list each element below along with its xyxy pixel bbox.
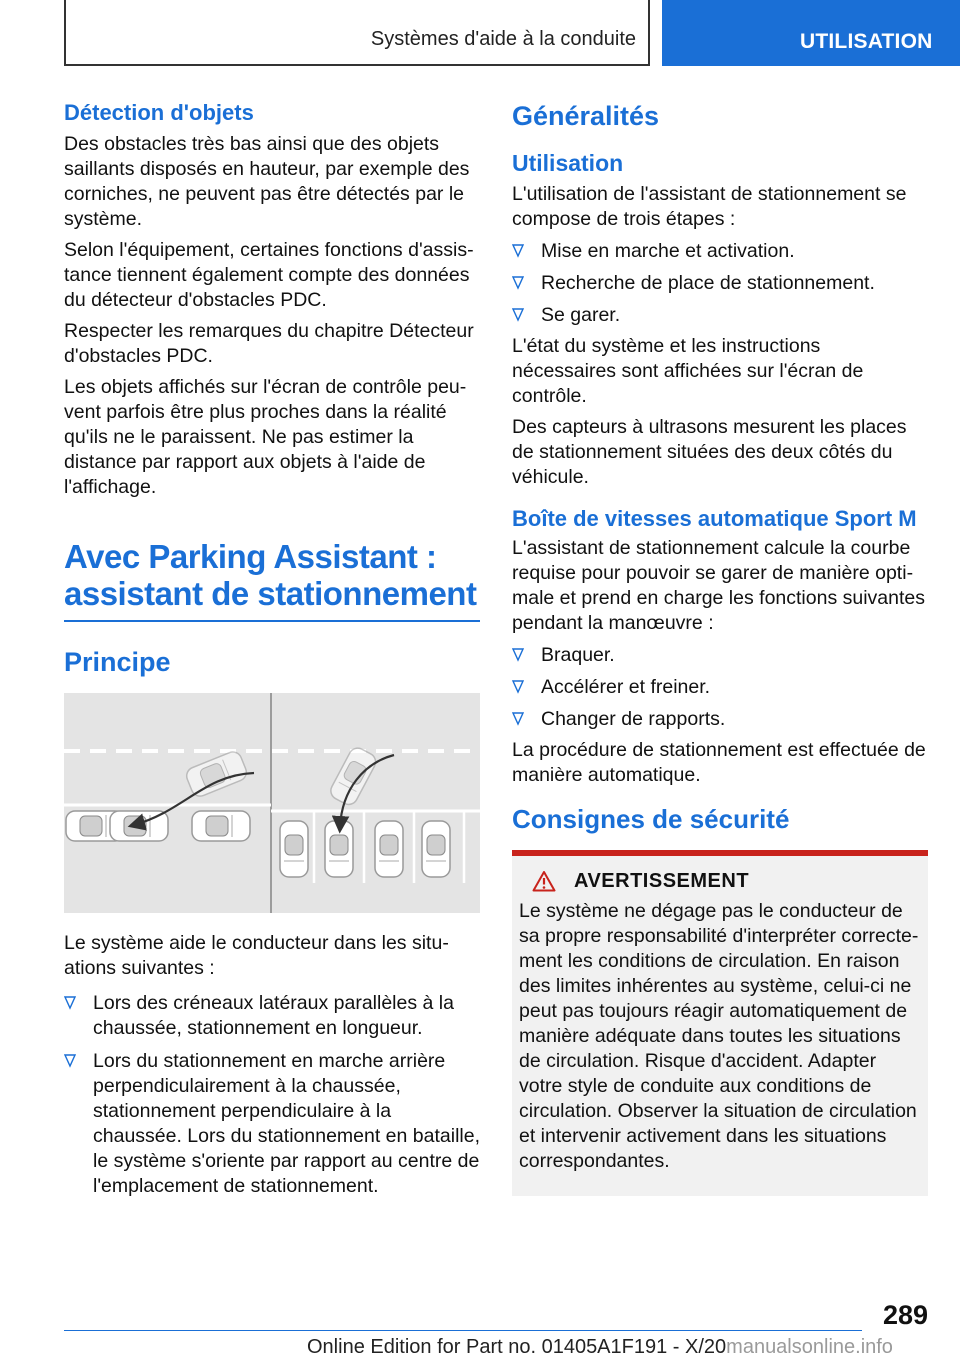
gearbox-note: La procédure de stationnement est effectuée de manière automatique. — [512, 739, 926, 787]
warning-title-row — [519, 870, 921, 893]
header-section-box — [64, 0, 650, 66]
functions-list — [512, 643, 928, 732]
detection-paragraph: Des obstacles très bas ainsi que des objets saillants disposés en hauteur, par exemple des corniches, ne peuvent pas être détectés par le système. — [64, 133, 470, 231]
list-item — [512, 271, 928, 296]
warning-box — [512, 850, 928, 1196]
warning-triangle-icon — [532, 870, 556, 892]
bullet-triangle-icon — [512, 276, 524, 290]
principe-intro: Le système aide le conducteur dans les situations suivantes : — [64, 931, 449, 979]
parking-illustration — [64, 693, 480, 913]
bullet-triangle-icon — [512, 308, 524, 322]
watermark-text: manualsonline.info — [726, 1336, 893, 1358]
warning-text: Le système ne dégage pas le conducteur de sa propre responsabilité d'interpréter correctement les conditions de circulation. En raison des limites inhérentes au système, celui-ci ne peut pas toujours réagir automatiquement de manière adéquate dans toutes les situations de circulation. Risque d'accident. Adapter votre style de conduite aux conditions de circulation. Observer la situation de circulation et intervenir activement dans les situations correspondantes. — [519, 899, 919, 1172]
list-item — [64, 1049, 480, 1199]
header-tab — [662, 0, 960, 66]
page-number: 289 — [882, 1300, 928, 1330]
list-item-text: Recherche de place de stationnement. — [541, 271, 875, 294]
bullet-triangle-icon — [512, 712, 524, 726]
footer-line — [307, 1336, 893, 1359]
list-item — [64, 991, 480, 1041]
bullet-triangle-icon — [64, 996, 76, 1010]
chapter-title: Avec Parking Assistant : assistant de stationnement — [64, 538, 477, 613]
detection-paragraph: Respecter les remarques du chapitre Détecteur d'obstacles PDC. — [64, 320, 474, 368]
steps-list — [512, 239, 928, 328]
utilisation-heading: Utilisation — [512, 150, 624, 177]
generalites-heading: Généralités — [512, 101, 660, 131]
list-item — [512, 643, 928, 668]
footer-rule — [64, 1330, 862, 1331]
gearbox-intro: L'assistant de stationnement calcule la courbe requise pour pouvoir se garer de manière optimale et prend en charge les fonctions suivantes pendant la manœuvre : — [512, 537, 925, 635]
utilisation-paragraph: Des capteurs à ultrasons mesurent les places de stationnement situées des deux côtés du véhicule. — [512, 415, 907, 488]
list-item-text: Lors des créneaux latéraux parallèles à la chaussée, stationnement en longueur. — [93, 991, 454, 1039]
right-column — [512, 100, 928, 1196]
list-item-text: Changer de rapports. — [541, 708, 726, 731]
utilisation-intro: L'utilisation de l'assistant de stationnement se compose de trois étapes : — [512, 182, 907, 230]
detection-heading: Détection d'objets — [64, 100, 254, 125]
detection-paragraph: Selon l'équipement, certaines fonctions d'assistance tiennent également compte des données du détecteur d'obstacles PDC. — [64, 239, 474, 312]
list-item-text: Se garer. — [541, 303, 621, 326]
edition-text: Online Edition for Part no. 01405A1F191 - X/20 — [307, 1336, 727, 1358]
list-item — [512, 239, 928, 264]
list-item-text: Mise en marche et activation. — [541, 239, 795, 262]
gearbox-heading: Boîte de vitesses automatique Sport M — [512, 505, 917, 531]
section-title: Systèmes d'aide à la conduite — [370, 28, 636, 50]
principe-heading: Principe — [64, 647, 171, 678]
detection-paragraph: Les objets affichés sur l'écran de contrôle peuvent parfois être plus proches dans la réalité qu'ils ne le paraissent. Ne pas estimer la distance par rapport aux objets à l'aide de l'affichage. — [64, 376, 467, 499]
bullet-triangle-icon — [64, 1054, 76, 1068]
bullet-triangle-icon — [512, 244, 524, 258]
list-item — [512, 707, 928, 732]
parking-diagram — [64, 693, 480, 913]
safety-heading: Consignes de sécurité — [512, 804, 790, 835]
list-item-text: Braquer. — [541, 644, 615, 667]
left-column — [64, 100, 480, 1199]
utilisation-paragraph: L'état du système et les instructions nécessaires sont affichées sur l'écran de contrôle. — [512, 334, 864, 407]
list-item — [512, 675, 928, 700]
warning-title: AVERTISSEMENT — [574, 869, 750, 892]
list-item — [512, 303, 928, 328]
situations-list — [64, 991, 480, 1199]
list-item-text: Lors du stationnement en marche arrière perpendiculairement à la chaussée, stationnement perpendiculaire à la chaussée. Lors du stationnement en bataille, le système s'oriente par rapport au centre de l'emplacement de stationnement. — [93, 1049, 481, 1197]
bullet-triangle-icon — [512, 648, 524, 662]
list-item-text: Accélérer et freiner. — [541, 676, 711, 699]
bullet-triangle-icon — [512, 680, 524, 694]
chapter-rule — [64, 620, 480, 622]
tab-label: UTILISATION — [800, 30, 933, 53]
